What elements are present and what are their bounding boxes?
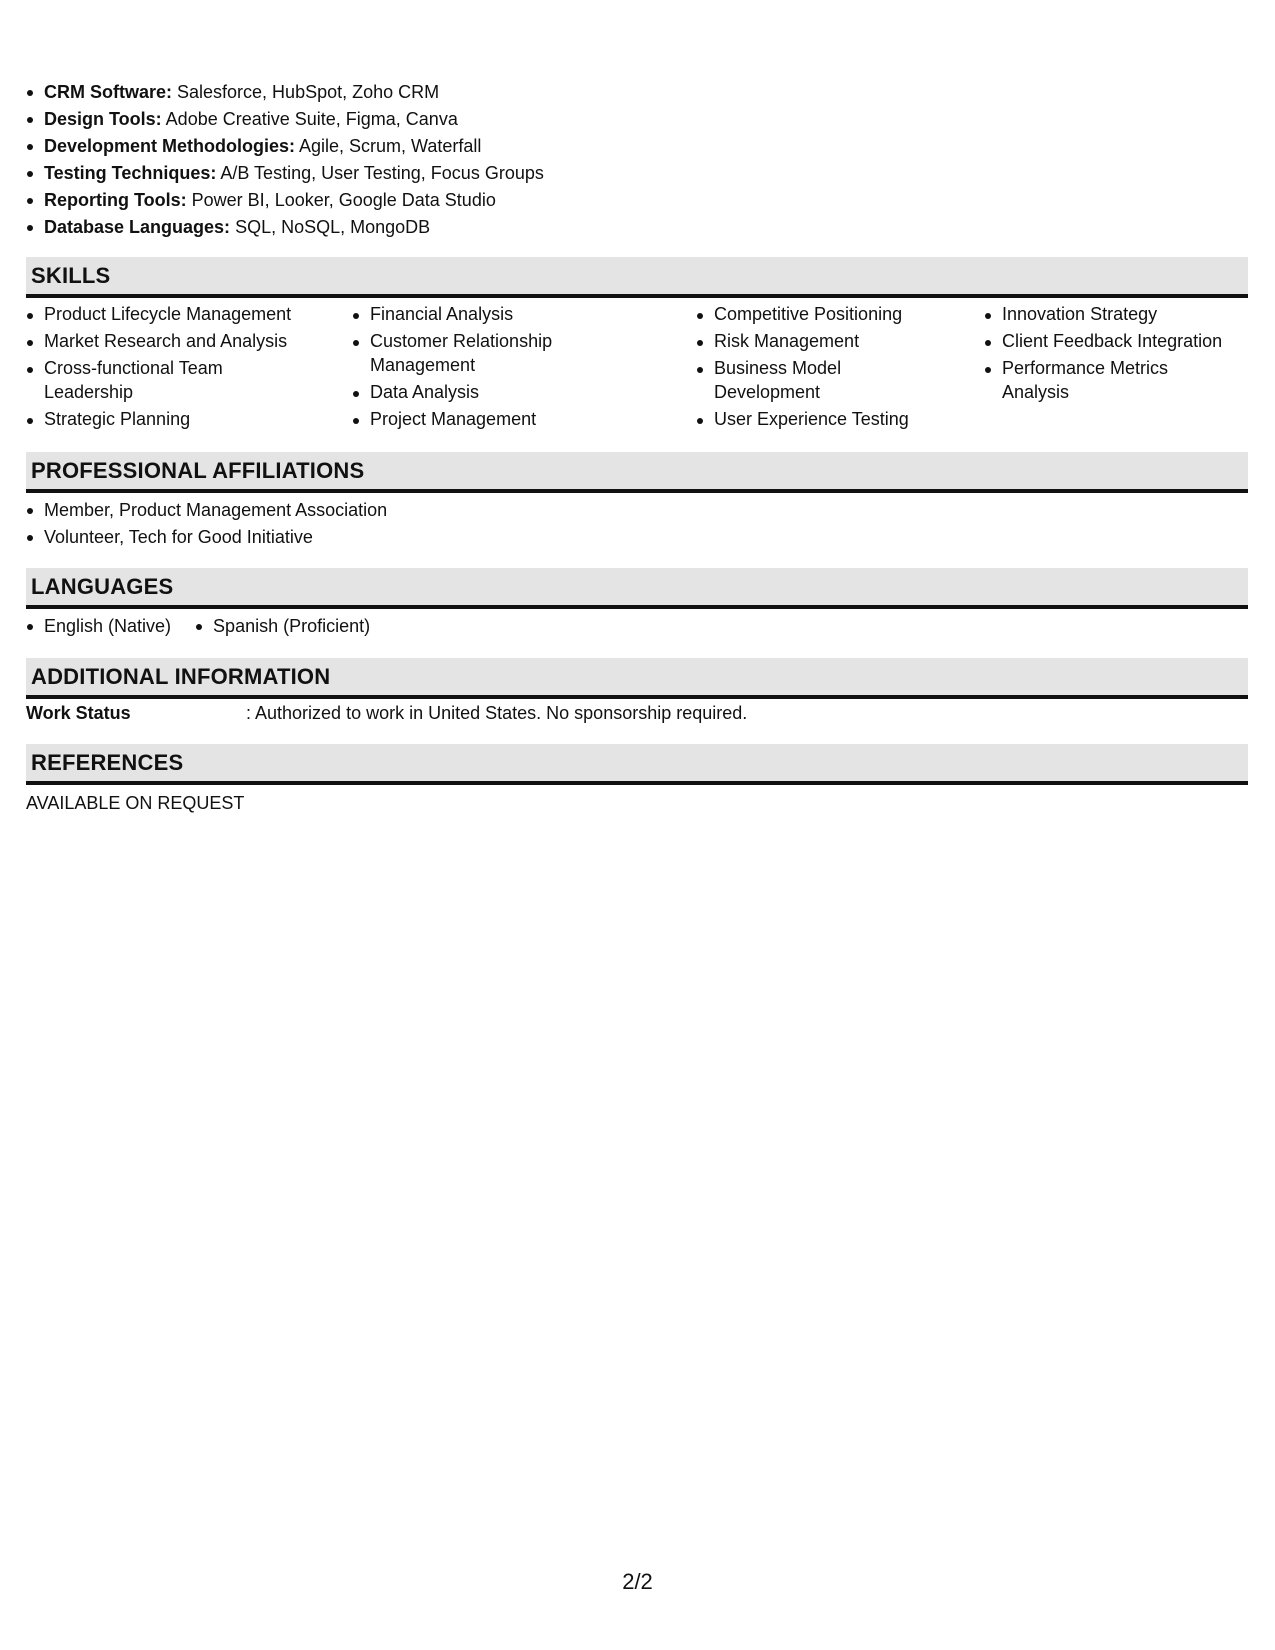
tool-value: Salesforce, HubSpot, Zoho CRM (172, 82, 440, 102)
list-item: User Experience Testing (696, 407, 966, 431)
section-title: LANGUAGES (31, 574, 174, 599)
languages-list (26, 613, 394, 640)
list-item: Cross-functional Team Leadership (26, 356, 244, 404)
section-title: ADDITIONAL INFORMATION (31, 664, 331, 689)
list-item: Member, Product Management Association (26, 497, 387, 524)
tool-value: Agile, Scrum, Waterfall (295, 136, 482, 156)
list-item: Spanish (Proficient) (195, 613, 370, 640)
list-item: English (Native) (26, 613, 171, 640)
work-status-label: Work Status (26, 703, 131, 723)
list-item: Strategic Planning (26, 407, 326, 431)
references-section-header (26, 744, 1248, 785)
list-item (26, 214, 544, 241)
tool-label: Design Tools: (44, 109, 162, 129)
tool-label: Database Languages: (44, 217, 231, 237)
list-item: Project Management (352, 407, 672, 431)
list-item: Risk Management (696, 329, 966, 353)
list-item (26, 160, 544, 187)
additional-info-section-header (26, 658, 1248, 699)
list-item (26, 133, 544, 160)
list-item: Business Model Development (696, 356, 864, 404)
skills-column-4 (984, 302, 1248, 407)
references-text: AVAILABLE ON REQUEST (26, 793, 245, 813)
tool-label: CRM Software: (44, 82, 173, 102)
list-item: Product Lifecycle Management (26, 302, 326, 326)
tools-list (26, 79, 544, 241)
tool-value: Adobe Creative Suite, Figma, Canva (161, 109, 458, 129)
affiliations-section-header (26, 452, 1248, 493)
list-item: Financial Analysis (352, 302, 672, 326)
section-title: SKILLS (31, 263, 111, 288)
list-item: Innovation Strategy (984, 302, 1248, 326)
list-item: Market Research and Analysis (26, 329, 326, 353)
skills-section-header (26, 257, 1248, 298)
list-item: Performance Metrics Analysis (984, 356, 1192, 404)
list-item: Client Feedback Integration (984, 329, 1248, 353)
skills-column-1 (26, 302, 326, 434)
tool-value: A/B Testing, User Testing, Focus Groups (216, 163, 544, 183)
affiliations-list (26, 497, 387, 551)
languages-section-header (26, 568, 1248, 609)
list-item (26, 187, 544, 214)
work-status-value: : Authorized to work in United States. No sponsorship required. (246, 703, 748, 723)
tool-label: Reporting Tools: (44, 190, 187, 210)
list-item: Volunteer, Tech for Good Initiative (26, 524, 387, 551)
list-item (26, 106, 544, 133)
section-title: PROFESSIONAL AFFILIATIONS (31, 458, 365, 483)
page-number: 2/2 (622, 1569, 653, 1594)
skills-column-3 (696, 302, 966, 434)
tool-label: Development Methodologies: (44, 136, 296, 156)
list-item (26, 79, 544, 106)
section-title: REFERENCES (31, 750, 184, 775)
skills-grid (26, 302, 1248, 429)
list-item: Competitive Positioning (696, 302, 966, 326)
tool-label: Testing Techniques: (44, 163, 217, 183)
tool-value: SQL, NoSQL, MongoDB (230, 217, 431, 237)
skills-column-2 (352, 302, 672, 434)
list-item: Data Analysis (352, 380, 672, 404)
tool-value: Power BI, Looker, Google Data Studio (186, 190, 496, 210)
list-item: Customer Relationship Management (352, 329, 570, 377)
